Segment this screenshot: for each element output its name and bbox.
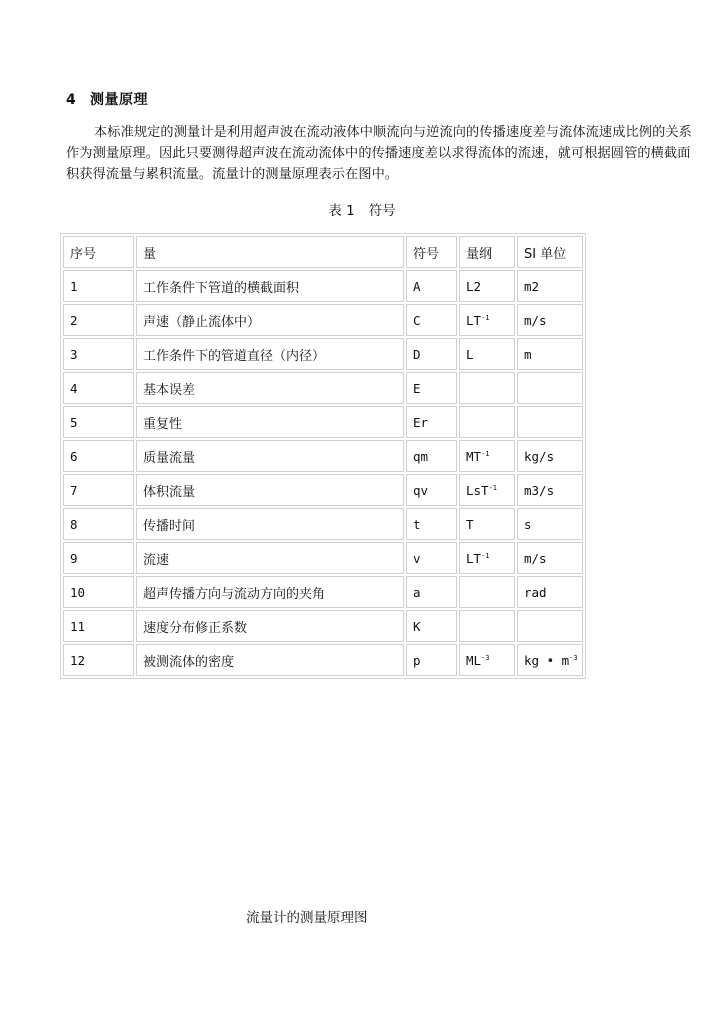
row-symbol: v xyxy=(406,542,457,574)
si-unit-base: rad xyxy=(524,584,547,600)
table-row xyxy=(63,474,583,506)
row-quantity: 工作条件下管道的横截面积 xyxy=(136,270,404,302)
dimension-base: LsT xyxy=(466,482,489,498)
row-index: 10 xyxy=(63,576,134,608)
row-symbol: E xyxy=(406,372,457,404)
row-si-unit xyxy=(517,508,583,540)
si-unit-base: s xyxy=(524,516,532,532)
dimension-base: L2 xyxy=(466,278,482,294)
section-number: 4 xyxy=(66,92,77,108)
row-symbol: K xyxy=(406,610,457,642)
row-symbol: D xyxy=(406,338,457,370)
table-body xyxy=(63,270,583,676)
section-title: 测量原理 xyxy=(90,92,148,108)
table-row xyxy=(63,440,583,472)
si-unit-base: m/s xyxy=(524,312,547,328)
table-caption-title: 符号 xyxy=(368,203,396,219)
row-dimension xyxy=(459,610,515,642)
si-unit-base: m xyxy=(524,346,532,362)
dimension-exponent: -3 xyxy=(481,653,490,662)
row-quantity: 质量流量 xyxy=(136,440,404,472)
row-si-unit xyxy=(517,372,583,404)
table-row xyxy=(63,338,583,370)
row-quantity: 速度分布修正系数 xyxy=(136,610,404,642)
table-row xyxy=(63,304,583,336)
dimension-exponent: -1 xyxy=(481,313,490,322)
table-header-row xyxy=(63,236,583,268)
row-quantity: 超声传播方向与流动方向的夹角 xyxy=(136,576,404,608)
si-unit-base: kg/s xyxy=(524,448,555,464)
row-index: 9 xyxy=(63,542,134,574)
row-index: 8 xyxy=(63,508,134,540)
row-index: 3 xyxy=(63,338,134,370)
table-row xyxy=(63,372,583,404)
section-heading xyxy=(66,89,148,109)
row-symbol: p xyxy=(406,644,457,676)
si-unit-base: m2 xyxy=(524,278,540,294)
dimension-base: T xyxy=(466,516,474,532)
row-index: 1 xyxy=(63,270,134,302)
row-si-unit xyxy=(517,270,583,302)
row-dimension xyxy=(459,338,515,370)
row-dimension xyxy=(459,474,515,506)
figure-caption: 流量计的测量原理图 xyxy=(246,910,368,926)
dimension-base: L xyxy=(466,346,474,362)
row-quantity: 工作条件下的管道直径（内径） xyxy=(136,338,404,370)
dimension-exponent: -1 xyxy=(481,551,490,560)
header-dimension: 量纲 xyxy=(459,236,515,268)
row-dimension xyxy=(459,440,515,472)
row-symbol: t xyxy=(406,508,457,540)
row-symbol: A xyxy=(406,270,457,302)
dimension-base: LT xyxy=(466,312,482,328)
row-dimension xyxy=(459,644,515,676)
table-row xyxy=(63,508,583,540)
table-row xyxy=(63,270,583,302)
table-row xyxy=(63,644,583,676)
row-quantity: 重复性 xyxy=(136,406,404,438)
row-symbol: qv xyxy=(406,474,457,506)
table-row xyxy=(63,610,583,642)
row-quantity: 基本误差 xyxy=(136,372,404,404)
row-si-unit xyxy=(517,338,583,370)
dimension-base: LT xyxy=(466,550,482,566)
row-si-unit xyxy=(517,542,583,574)
row-si-unit xyxy=(517,474,583,506)
row-quantity: 传播时间 xyxy=(136,508,404,540)
row-dimension xyxy=(459,576,515,608)
row-symbol: Er xyxy=(406,406,457,438)
row-dimension xyxy=(459,508,515,540)
row-dimension xyxy=(459,406,515,438)
row-symbol: a xyxy=(406,576,457,608)
row-index: 11 xyxy=(63,610,134,642)
row-quantity: 流速 xyxy=(136,542,404,574)
dimension-exponent: -1 xyxy=(481,449,490,458)
header-quantity: 量 xyxy=(136,236,404,268)
header-index: 序号 xyxy=(63,236,134,268)
row-dimension xyxy=(459,542,515,574)
si-unit-base: kg • m xyxy=(524,652,570,668)
header-symbol: 符号 xyxy=(406,236,457,268)
dimension-base: ML xyxy=(466,652,482,668)
row-index: 5 xyxy=(63,406,134,438)
table-caption xyxy=(0,199,724,219)
row-si-unit xyxy=(517,576,583,608)
row-symbol: C xyxy=(406,304,457,336)
si-unit-exponent: -3 xyxy=(569,653,578,662)
row-dimension xyxy=(459,270,515,302)
si-unit-base: m/s xyxy=(524,550,547,566)
row-index: 12 xyxy=(63,644,134,676)
si-unit-base: m3/s xyxy=(524,482,555,498)
table-row xyxy=(63,542,583,574)
row-index: 4 xyxy=(63,372,134,404)
header-si-unit: SI 单位 xyxy=(517,236,583,268)
table-caption-label: 表 1 xyxy=(328,203,355,219)
row-dimension xyxy=(459,304,515,336)
table-row xyxy=(63,406,583,438)
row-index: 6 xyxy=(63,440,134,472)
row-si-unit xyxy=(517,644,583,676)
row-index: 7 xyxy=(63,474,134,506)
dimension-exponent: -1 xyxy=(488,483,498,492)
row-quantity: 体积流量 xyxy=(136,474,404,506)
table-row xyxy=(63,576,583,608)
dimension-base: MT xyxy=(466,448,482,464)
row-index: 2 xyxy=(63,304,134,336)
symbols-table xyxy=(60,233,586,679)
row-dimension xyxy=(459,372,515,404)
row-si-unit xyxy=(517,304,583,336)
row-si-unit xyxy=(517,406,583,438)
row-quantity: 被测流体的密度 xyxy=(136,644,404,676)
row-quantity: 声速（静止流体中） xyxy=(136,304,404,336)
row-si-unit xyxy=(517,440,583,472)
body-paragraph: 本标准规定的测量计是利用超声波在流动液体中顺流向与逆流向的传播速度差与流体流速成比例的关系作为测量原理。因此只要测得超声波在流动流体中的传播速度差以求得流体的流速，就可根据圆管的横截面积获得流量与累积流量。流量计的测量原理表示在图中。 xyxy=(66,125,692,182)
row-symbol: qm xyxy=(406,440,457,472)
row-si-unit xyxy=(517,610,583,642)
